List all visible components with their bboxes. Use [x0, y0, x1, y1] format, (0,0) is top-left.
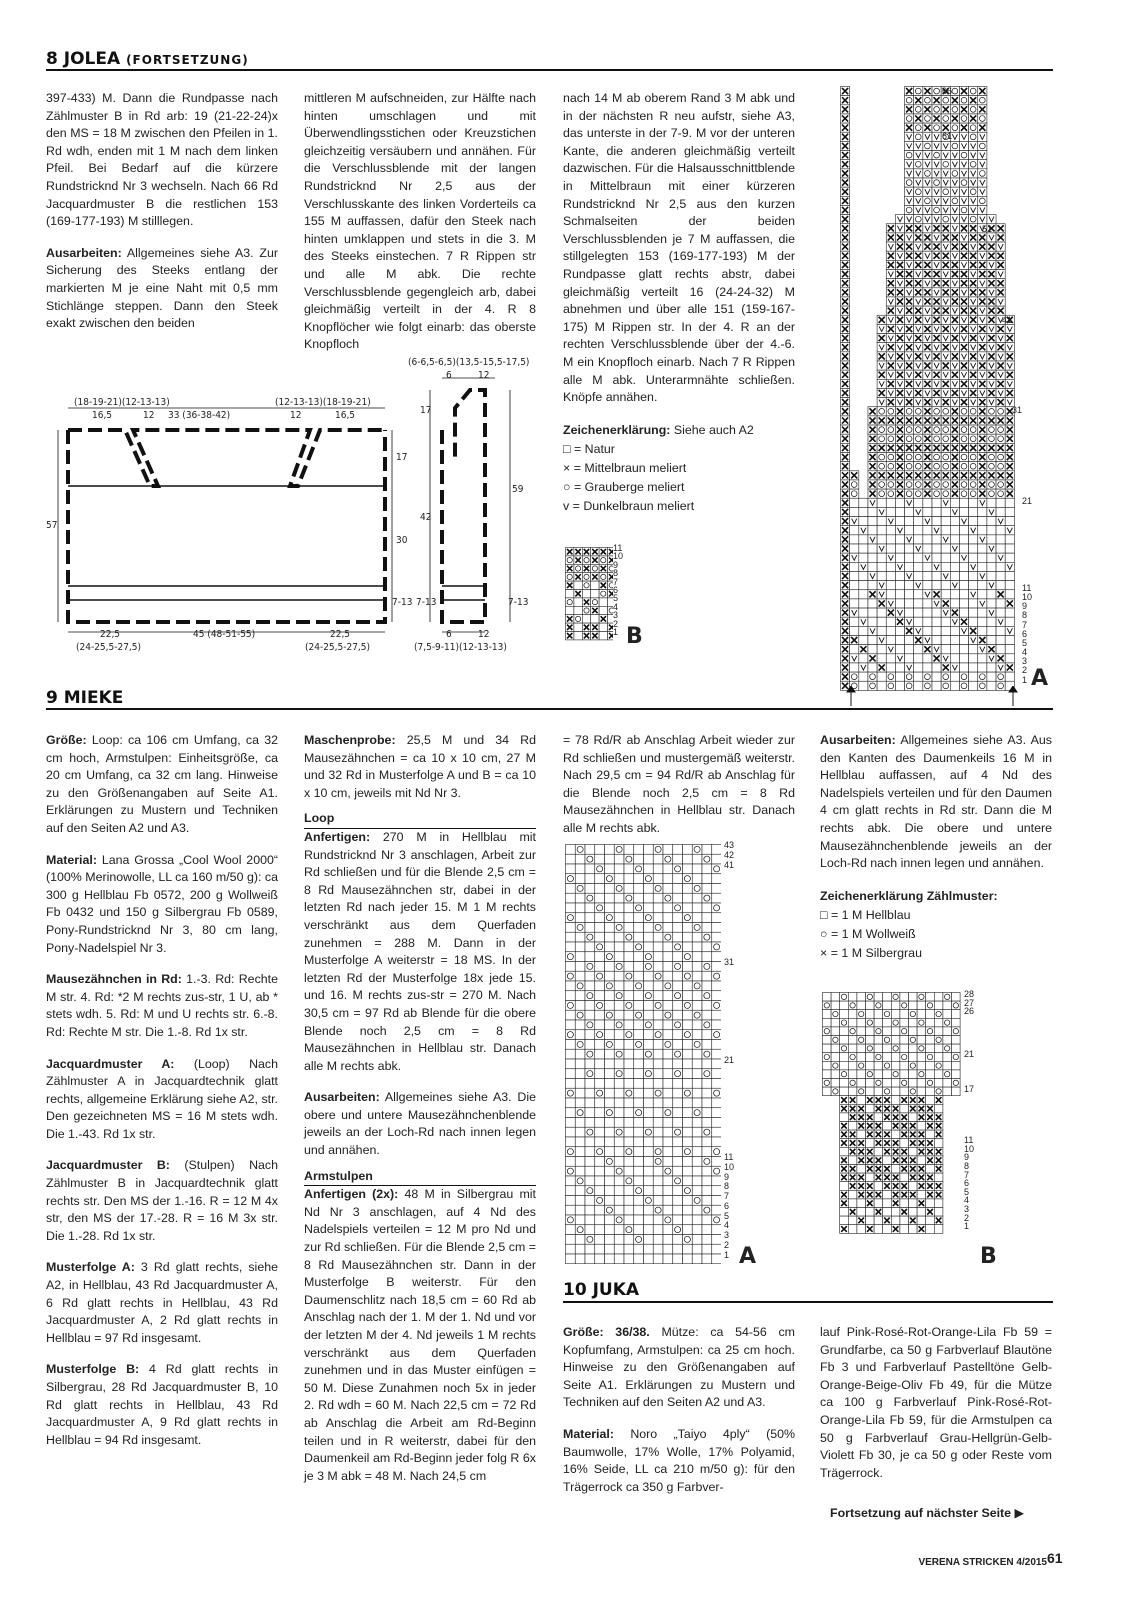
s10-material-heading: Material:	[563, 1426, 614, 1441]
section-9-rule	[46, 708, 1053, 710]
row-label: 5	[613, 593, 619, 604]
row-label: 3	[613, 610, 619, 621]
section-10-title: 10 JUKA	[563, 1280, 640, 1300]
row-label: 10	[613, 551, 624, 562]
s8-legend-item	[563, 440, 795, 459]
row-label: 8	[724, 1181, 730, 1192]
s9-legend-text: = 1 M Wollweiß	[830, 926, 916, 941]
s8-column-3	[563, 90, 795, 516]
s9-legend-text: = 1 M Silbergrau	[830, 945, 922, 960]
s9-legend-heading: Zeichenerklärung Zählmuster:	[820, 888, 998, 903]
s9-c2-para	[304, 1089, 536, 1159]
row-label: 4	[613, 601, 619, 612]
dim-sleeve-h7b: 7-13	[508, 597, 529, 608]
s8-legend-title	[563, 421, 795, 440]
s9-column-1	[46, 732, 278, 1463]
s10-column-2	[820, 1324, 1052, 1496]
row-label: 8	[964, 1161, 970, 1171]
dim-sleeve-b2: 12	[478, 629, 490, 640]
s9-c1-heading: Jacquardmuster B:	[46, 1158, 170, 1173]
section-8-title	[46, 49, 249, 69]
s9-c3-text: = 78 Rd/R ab Anschlag Arbeit wieder zur Rd schließen und mustergemäß weiterstr. Nach 29,5 cm = 94 Rd/R ab Anschlag für die Blende noch 2,5 cm = 8 Rd Mausezähnchen in Hellblau str. Danach alle M rechts abk.	[563, 733, 795, 835]
s9-c1-heading: Größe:	[46, 733, 87, 747]
s8-chart-b	[565, 547, 613, 647]
s8-col1-text: 397-433) M. Dann die Rundpasse nach Zählmuster B in Rd arb: 19 (21-22-24)x den MS = 18 M zwischen den Pfeilen in 1. Rd wdh, enden mit 1 M nach dem linken Pfeil. Bei Bedarf auf die kürzere Rundstricknd Nr 3 wechseln. Nach 66 Rd Jacquardmuster B die restlichen 153 (169-177-193) M stilllegen.	[46, 91, 278, 229]
s9-c4-text: Allgemeines siehe A3. Aus den Kanten des Daumenkeils 16 M in Hellblau auffassen, auf 4 Nd des Nadelspiels verteilen und für den Daumen 4 cm glatt rechts in Rd str. Dann die M rechts abk. Die obere und untere Mausezähnchenblende jeweils an der Loch-Rd nach innen legen und annähen.	[820, 733, 1052, 871]
s9-c1-text: Loop: ca 106 cm Umfang, ca 32 cm hoch, Armstulpen: Einheitsgröße, ca 20 cm Umfang, ca 32 cm lang. Hinweise zu den Größenangaben auf Seite A1. Erklärungen zu Mustern und Techniken auf den Seiten A2 und A3.	[46, 733, 278, 835]
page-number: 61	[1047, 1550, 1063, 1566]
row-label: 28	[964, 989, 975, 999]
row-label: 4	[964, 1195, 970, 1206]
s9-chart-a	[565, 844, 721, 1264]
s9-c1-text: 4 Rd glatt rechts in Silbergrau, 28 Rd Jacquardmuster B, 10 Rd glatt rechts in Hellblau, 43 Rd Jacquardmuster A, 9 Rd glatt rechts in Hellblau = 94 Rd insgesamt.	[46, 1362, 278, 1447]
row-label: 8	[1022, 610, 1028, 621]
s9-loop-subheading: Loop	[304, 810, 536, 829]
row-label: 4	[724, 1220, 730, 1231]
footer-magazine: VERENA STRICKEN 4/2015	[918, 1557, 1047, 1568]
row-label: 1	[613, 627, 619, 637]
circle-icon: ○	[563, 479, 571, 494]
row-label: 8	[613, 568, 619, 579]
s8-legend-text: = Mittelbraun meliert	[573, 460, 687, 475]
row-label: 9	[1022, 601, 1028, 612]
s9-c2-para	[304, 1186, 536, 1485]
row-label: 9	[964, 1152, 970, 1163]
row-label: 6	[724, 1200, 730, 1211]
s9-armstulpen-subheading: Armstulpen	[304, 1168, 536, 1187]
s9-c2-heading: Ausarbeiten:	[304, 1090, 380, 1105]
dim-h7: 7-13	[392, 597, 413, 608]
s8-legend-sub: Siehe auch A2	[673, 422, 754, 437]
row-label: 11	[964, 1135, 974, 1146]
arrow-up-icon	[1009, 686, 1017, 692]
s9-legend-item	[820, 925, 1052, 944]
continue-next-page: Fortsetzung auf nächster Seite ▶	[830, 1506, 1025, 1520]
s10-c2-text: lauf Pink-Rosé-Rot-Orange-Lila Fb 59 = Grundfarbe, ca 50 g Farbverlauf Blautöne Fb 3 und Farbverlauf Pastelltöne Gelb-Orange-Beige-Oliv Fb 49, für die Mütze ca 100 g Farbverlauf Pink-Rosé-Rot-Orange-Lila Fb 59, für die Armstulpen ca 50 g Farbverlauf Grau-Hellgrün-Gelb-Violett Fb 30, je ca 50 g oder Reste vom Trägerrock.	[820, 1325, 1052, 1480]
row-label: 31	[1012, 405, 1023, 415]
row-label: 10	[724, 1161, 735, 1172]
s9-c2-heading: Maschenprobe:	[304, 733, 396, 747]
row-label: 31	[724, 957, 735, 967]
dim-w4: 12	[290, 410, 302, 421]
row-label: 41	[1002, 315, 1013, 325]
dim-w5: 16,5	[335, 410, 356, 421]
s9-chart-b	[822, 992, 962, 1266]
s9-chart-b-label: B	[980, 1244, 997, 1269]
section-8-rule	[46, 69, 1053, 71]
s9-c4-para	[820, 732, 1052, 873]
dim-top-right: (12-13-13)(18-19-21)	[275, 397, 371, 408]
row-label: 4	[1022, 647, 1028, 658]
s9-c1-text: (Stulpen) Nach Zählmuster B in Jacquardtechnik glatt rechts str. Den MS der 1.-16. R = 12 M 4x str, den MS der 17.-28. R = 16 M 3x str. Die 1.-28. Rd 1x str.	[46, 1158, 278, 1243]
dim-top-left: (18-19-21)(12-13-13)	[74, 397, 170, 408]
s8-col3-text: nach 14 M ab oberem Rand 3 M abk und in der nächsten R neu aufstr, siehe A3, das unterste in der 7-9. M vor der unteren Kante, die anderen gleichmäßig verteilt dazwischen. Für die Halsausschnittblende in Mittelbraun mit einer kürzeren Rundstricknd Nr 2,5 aus den kurzen Schmalseiten der beiden Verschlussblenden je 7 M auffassen, die stillgelegten 153 (169-177-193) M der Rundpasse glatt rechts abstr, dabei gleichmäßig verteilt 16 (24-24-32) M abnehmen und über alle 151 (159-167-175) M Rippen str. In der 4. R an der rechten Verschlussblende über der 4.-6. M ein Knopfloch einarb. Nach 7 R Rippen alle M abk. Unterarmnähte schließen. Knöpfe annähen.	[563, 91, 795, 405]
dim-w1: 16,5	[92, 410, 113, 421]
row-label: 10	[1022, 592, 1033, 603]
s9-c1-text: 1.-3. Rd: Rechte M str. 4. Rd: *2 M rechts zus-str, 1 U, ab * stets wdh. 5. Rd: M und U rechts str. 6.-8. Rd: Rechte M str. Die 1.-8. Rd 1x str.	[46, 972, 278, 1039]
s8-chart-a	[840, 86, 1023, 691]
s8-legend-text: = Dunkelbraun meliert	[572, 498, 695, 513]
row-label: 7	[613, 576, 619, 587]
s9-legend-item	[820, 906, 1052, 925]
row-label: 26	[964, 1006, 975, 1017]
dim-b1-sizes: (24-25,5-27,5)	[76, 642, 142, 653]
s9-c4-heading: Ausarbeiten:	[820, 733, 896, 747]
s9-c1-para	[46, 732, 278, 838]
s9-c1-heading: Mausezähnchen in Rd:	[46, 972, 182, 987]
s10-column-1	[563, 1324, 795, 1510]
dim-b1: 22,5	[100, 629, 121, 640]
s9-c1-heading: Musterfolge B:	[46, 1362, 140, 1377]
row-label: 21	[724, 1054, 735, 1065]
row-label: 11	[1022, 583, 1032, 593]
s8-column-2	[304, 90, 536, 368]
row-label: 3	[964, 1204, 970, 1214]
s9-legend-item	[820, 944, 1052, 963]
row-label: 3	[724, 1230, 730, 1240]
row-label: 9	[613, 559, 619, 570]
s9-c2-text: Allgemeines siehe A3. Die obere und untere Mausezähnchenblende jeweils an der Loch-Rd nach innen legen und annähen.	[304, 1090, 537, 1158]
s9-c2-text: 48 M in Silbergrau mit Nd Nr 3 anschlagen, auf 4 Nd des Nadelspiels verteilen = 12 M pro Nd und zur Rd schließen. Für die Blende 2,5 cm = 8 Rd Mausezähnchen str. Dann in der Musterfolge B weiterstr. Für den Daumenschlitz nach 18,5 cm = 60 Rd ab Anschlag nach der 1. M der 1. Nd und vor der letzten M der 4. Nd jeweils 1 M rechts verschränkt aus dem Querfaden zunehmen und in das Muster einfügen = 50 M. Diese Zunahmen noch 5x in jeder 2. Rd wdh = 60 M. Nach 22,5 cm = 72 Rd ab Anschlag die Arbeit am Rd-Beginn teilen und in R weiterstr, dabei für den Daumenkeil am Rd-Beginn jeder folg R 6x je 3 M abk = 48 M. Nach 24,5 cm	[304, 1187, 536, 1483]
s8-chart-a-arrows	[840, 686, 1020, 708]
s8-legend-heading: Zeichenerklärung:	[563, 422, 671, 437]
dim-b2: 45 (48-51-55)	[193, 629, 256, 640]
row-label: 1	[724, 1249, 730, 1260]
row-label: 6	[613, 585, 619, 595]
row-label: 21	[964, 1049, 975, 1060]
s9-c2-text: 25,5 M und 34 Rd Mausezähnchen = ca 10 x 10 cm, 27 M und 32 Rd in Musterfolge A und B = ca 10 x 10 cm, jeweils mit Nd Nr 3.	[304, 733, 536, 800]
dim-sleeve-h17: 17	[420, 405, 432, 416]
row-label: 42	[724, 849, 735, 860]
s8-legend	[563, 421, 795, 516]
s9-c2-heading: Anfertigen (2x):	[304, 1187, 399, 1202]
dim-h17: 17	[396, 452, 408, 463]
row-label: 11	[613, 543, 623, 553]
dim-w3: 33 (36-38-42)	[168, 410, 231, 421]
dim-sleeve-bottom: (7,5-9-11)(12-13-13)	[414, 642, 507, 653]
row-label: 21	[1022, 496, 1033, 506]
s9-legend	[820, 887, 1052, 963]
row-label: 3	[1022, 656, 1028, 667]
row-label: 61	[942, 131, 953, 141]
s9-c1-para	[46, 852, 278, 958]
dim-sleeve-t1: 6	[446, 370, 452, 381]
row-label: 10	[964, 1143, 975, 1154]
s9-c1-para	[46, 1056, 278, 1144]
dim-sleeve-top: (6-6,5-6,5)(13,5-15,5-17,5)	[408, 357, 530, 368]
s8-col2-text: mittleren M aufschneiden, zur Hälfte nach hinten umschlagen und mit Überwendlingsstichen oder Kreuzstichen gleichzeitig versäubern und annähen. Für die Verschlussblende mit der langen Rundstricknd Nr 2,5 aus der Verschlusskante des linken Vorderteils ca 155 M auffassen, dafür den Steek nach hinten umklappen und stets in die 3. M des Steeks einstechen. 7 R Rippen str und alle M abk. Die rechte Verschlussblende gegengleich arb, dabei gleichmäßig verteilt in der 4. R 8 Knopflöcher wie folgt einarb: das oberste Knopfloch	[304, 91, 536, 352]
s9-column-4	[820, 732, 1052, 963]
row-label: 2	[1022, 665, 1028, 676]
row-label: 5	[1022, 637, 1028, 648]
dim-sleeve-h7a: 7-13	[416, 597, 437, 608]
s10-size-heading: Größe: 36/38.	[563, 1325, 650, 1339]
s8-legend-item	[563, 459, 795, 478]
s9-c1-text: 3 Rd glatt rechts, siehe A2, in Hellblau, 43 Rd Jacquardmuster A, 6 Rd glatt rechts in Hellblau, 43 Rd Jacquardmuster A, 2 Rd glatt rechts in Hellblau = 97 Rd insgesamt.	[46, 1260, 278, 1345]
section-8-title-suffix: (FORTSETZUNG)	[126, 53, 249, 67]
s9-column-3	[563, 732, 795, 852]
row-label: 17	[964, 1083, 975, 1094]
dim-b3: 22,5	[330, 629, 351, 640]
s8-col1-para2-text: Allgemeines siehe A3. Zur Sicherung des Steeks entlang der markierten M je eine Naht mit 0,5 mm Stichlänge steppen. Dann den Steek exakt zwischen den beiden	[46, 245, 278, 331]
row-label: 11	[724, 1152, 734, 1162]
dim-w2: 12	[143, 410, 155, 421]
s8-column-1	[46, 90, 278, 347]
s8-col1-para2	[46, 245, 278, 333]
s10-c1-para	[563, 1324, 795, 1412]
row-label: 5	[724, 1210, 730, 1221]
s8-chart-a-label: A	[1031, 666, 1049, 691]
s8-legend-item	[563, 497, 795, 516]
dim-h57: 57	[46, 520, 58, 531]
s9-c2-para	[304, 829, 536, 1075]
row-label: 2	[964, 1212, 970, 1223]
section-10-rule	[563, 1301, 1053, 1303]
s9-c1-para	[46, 971, 278, 1041]
dim-b3-sizes: (24-25,5-27,5)	[305, 642, 371, 653]
s9-legend-text: = 1 M Hellblau	[830, 907, 911, 922]
s9-column-2	[304, 732, 536, 1499]
dim-sleeve-h59: 59	[512, 484, 524, 495]
s9-c2-para	[304, 732, 536, 802]
s9-c1-heading: Musterfolge A:	[46, 1260, 135, 1275]
row-label: 7	[964, 1169, 970, 1180]
s9-c2-text: 270 M in Hellblau mit Rundstricknd Nr 3 anschlagen, Arbeit zur Rd schließen und für die Blende 2,5 cm = 8 Rd Mausezähnchen str, dabei in der letzten Rd nach jeder 15. M 1 M rechts verschränkt aus dem Querfaden zunehmen = 288 M. Dann in der Musterfolge A weiterstr = 18 MS. In der letzten Rd der Musterfolge 18x jede 15. und 16. M rechts zus-str = 270 M. Nach 30,5 cm = 97 Rd ab Blende für die obere Blende noch 2,5 cm = 8 Rd Mausezähnchen in Hellblau str. Danach alle M rechts abk.	[304, 829, 536, 1073]
s9-c1-heading: Material:	[46, 852, 97, 867]
row-label: 5	[964, 1186, 970, 1197]
row-label: 6	[1022, 628, 1028, 639]
s9-c1-para	[46, 1361, 278, 1449]
section-9-title: 9 MIEKE	[46, 688, 124, 708]
section-8-title-text: 8 JOLEA	[46, 49, 121, 69]
s8-legend-text: = Natur	[573, 441, 615, 456]
row-label: 9	[724, 1171, 730, 1182]
s8-chart-b-label: B	[626, 624, 643, 649]
s9-c1-para	[46, 1259, 278, 1347]
row-label: 41	[724, 859, 735, 870]
row-label: 1	[964, 1221, 970, 1232]
row-label: 7	[1022, 619, 1028, 630]
row-label: 2	[613, 618, 619, 629]
s9-c1-heading: Jacquardmuster A:	[46, 1056, 175, 1071]
row-label: 7	[724, 1191, 730, 1201]
row-label: 43	[724, 840, 735, 850]
empty-square-icon: □	[563, 441, 571, 456]
dim-sleeve-t2: 12	[478, 370, 490, 381]
s9-c1-text: (Loop) Nach Zählmuster A in Jacquardtechnik glatt rechts, allgemeine Erklärung siehe A2, str. Den gezeichneten MS = 16 M stets wdh. Die 1.-43. Rd 1x str.	[46, 1056, 278, 1141]
cross-icon: ×	[820, 945, 828, 960]
s9-c2-heading: Anfertigen:	[304, 829, 371, 844]
s10-c1-para	[563, 1426, 795, 1496]
s9-c1-para	[46, 1157, 278, 1245]
cross-icon: ×	[563, 460, 571, 475]
s9-chart-a-label: A	[739, 1244, 757, 1269]
dim-sleeve-h42: 42	[420, 512, 432, 523]
s9-c1-text: Lana Grossa „Cool Wool 2000“ (100% Merinowolle, LL ca 160 m/50 g): ca 300 g Hellblau Fb 0572, 200 g Wollweiß Fb 0432 und 150 g Silbergrau Fb 0589, Pony-Rundstricknd Nr 3, 80 cm lang, Pony-Nadelspiel Nr 3.	[46, 852, 278, 955]
v-mark-icon: v	[563, 498, 570, 513]
dim-sleeve-b1: 6	[446, 629, 452, 640]
circle-icon: ○	[820, 926, 828, 941]
empty-square-icon: □	[820, 907, 828, 922]
row-label: 2	[724, 1239, 730, 1250]
row-label: 1	[1022, 674, 1028, 685]
s10-c1-text: Mütze: ca 54-56 cm Kopfumfang, Armstulpen: ca 25 cm hoch. Hinweise zu den Größenangaben auf Seite A1. Erklärungen zu Mustern und Techniken auf den Seiten A2 und A3.	[563, 1325, 795, 1410]
arrow-up-icon	[847, 686, 855, 692]
row-label: 6	[964, 1178, 970, 1189]
s9-legend-title	[820, 887, 1052, 906]
s8-ausarbeiten-heading: Ausarbeiten:	[46, 245, 122, 260]
row-label: 66	[942, 86, 953, 96]
s8-legend-item	[563, 478, 795, 497]
row-label: 51	[982, 224, 993, 234]
row-label: 27	[964, 997, 975, 1008]
s10-c1b-text: Noro „Taiyo 4ply“ (50% Baumwolle, 17% Wolle, 17% Polyamid, 16% Seide, LL ca 210 m/50 g): für den Trägerrock ca 350 g Farbver-	[563, 1426, 795, 1494]
s8-legend-text: = Grauberge meliert	[573, 479, 685, 494]
dim-h30: 30	[396, 535, 408, 546]
